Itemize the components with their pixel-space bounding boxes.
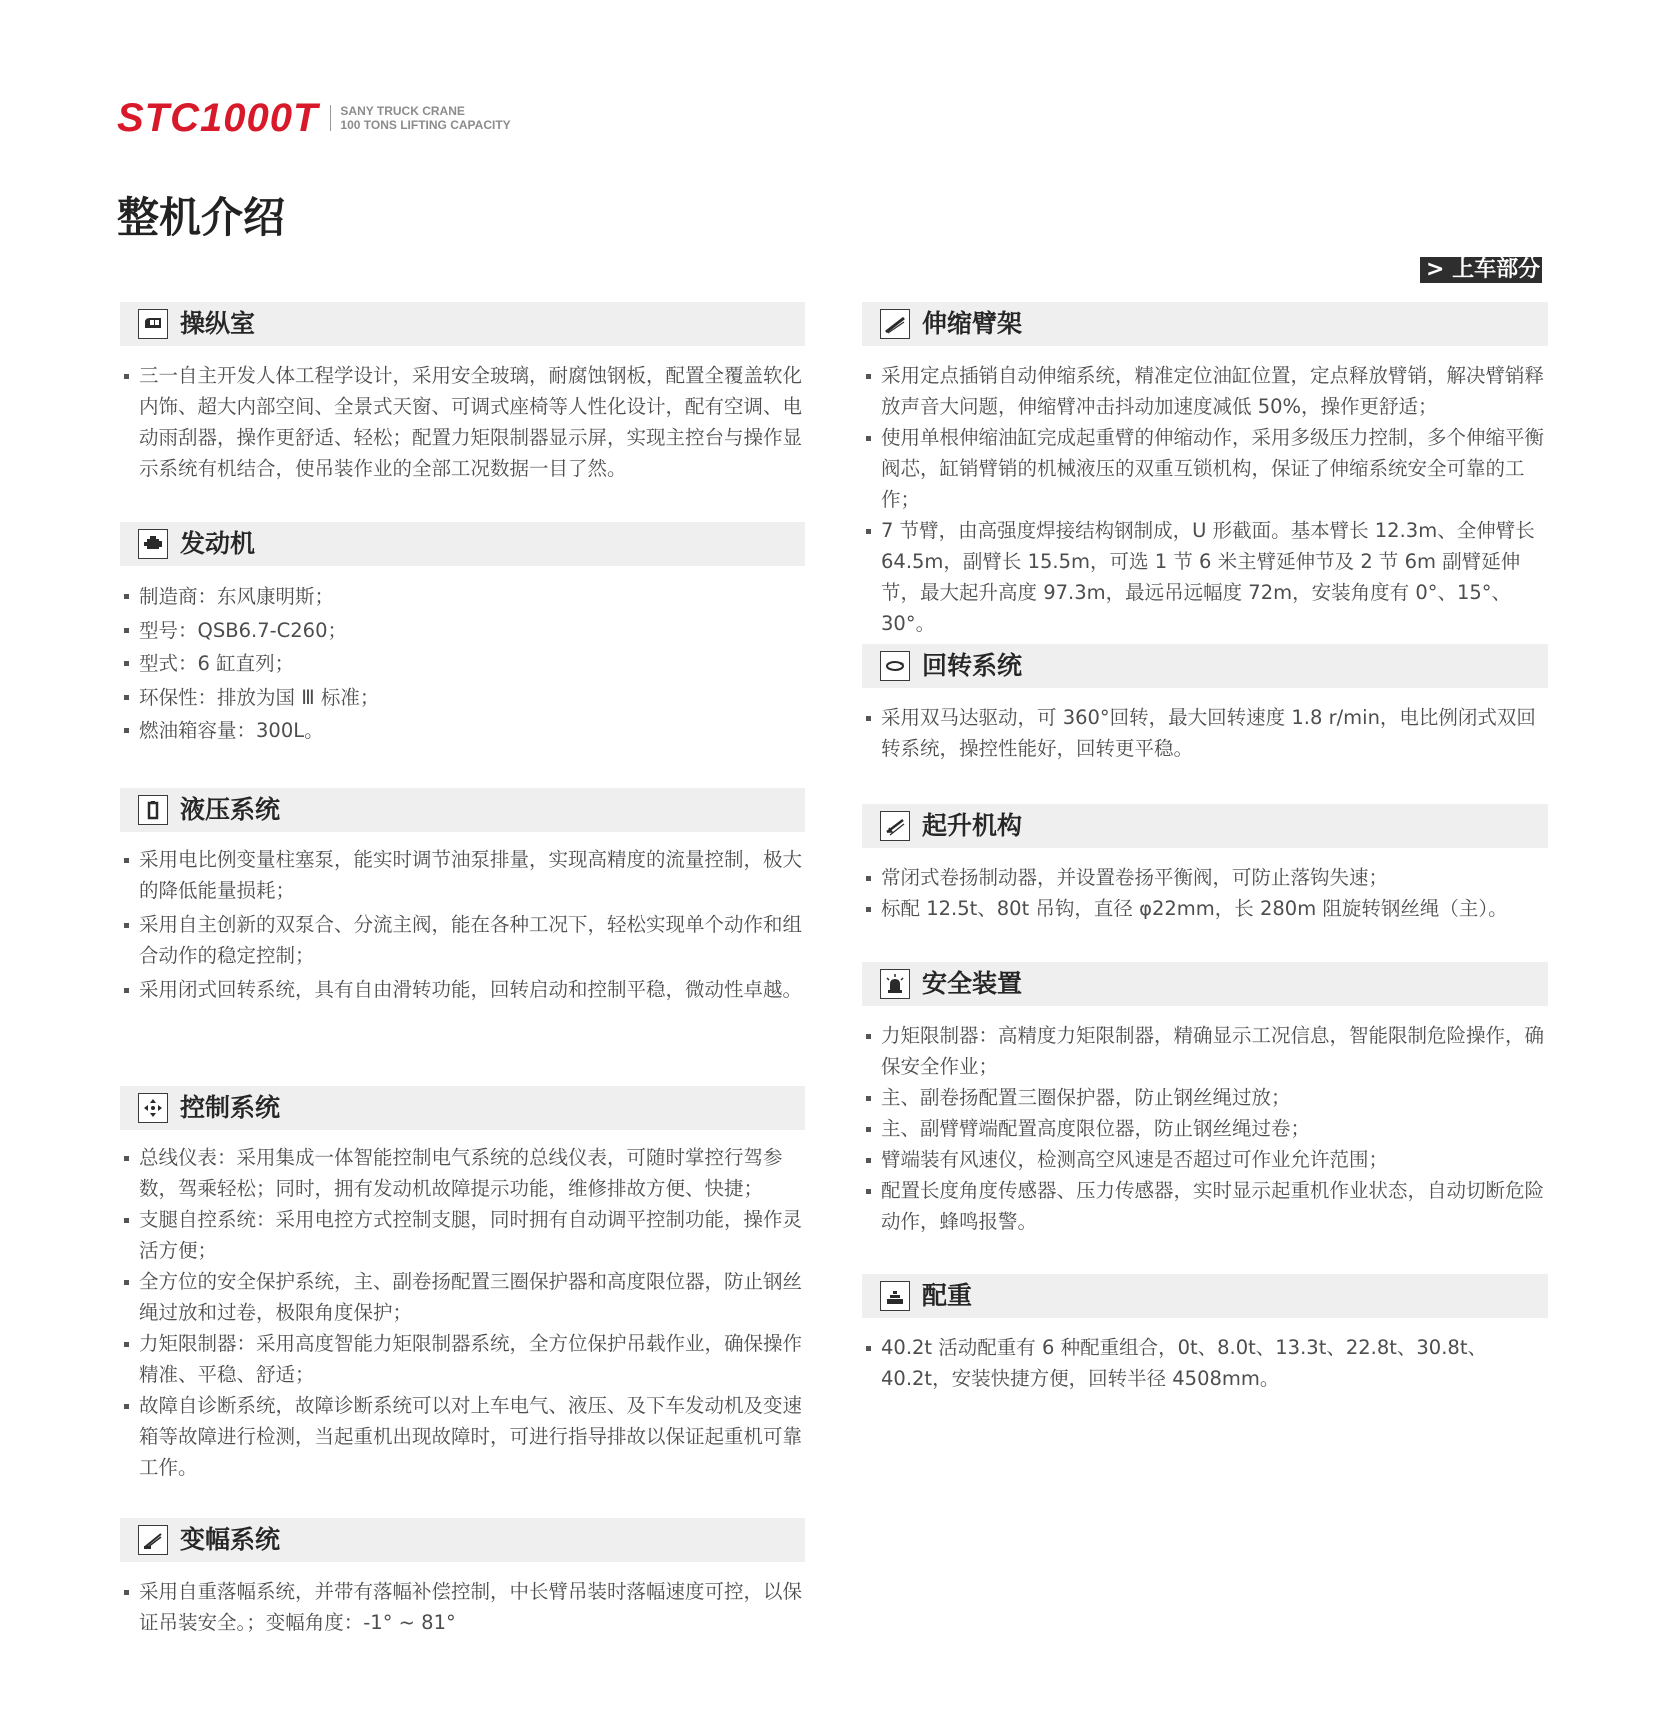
brand-subtitle [340, 104, 510, 132]
section-title: 配重 [922, 1281, 973, 1310]
page-title: 整机介绍 [117, 193, 286, 242]
list-item: 使用单根伸缩油缸完成起重臂的伸缩动作，采用多级压力控制，多个伸缩平衡阀芯，缸销臂销的机械液压的双重互锁机构，保证了伸缩系统安全可靠的工作； [862, 422, 1548, 515]
list-item: 采用自重落幅系统，并带有落幅补偿控制，中长臂吊装时落幅速度可控，以保证吊装安全。；变幅角度：-1° ~ 81° [120, 1576, 805, 1638]
list-item: 环保性：排放为国 Ⅲ 标准； [120, 681, 805, 715]
item-list [862, 1020, 1548, 1237]
section-cab [120, 302, 805, 484]
item-list [120, 1576, 805, 1638]
list-item: 7 节臂，由高强度焊接结构钢制成，U 形截面。基本臂长 12.3m、全伸臂长 64.5m，副臂长 15.5m，可选 1 节 6 米主臂延伸节及 2 节 6m 副臂延伸节，最大起升高度 97.3m，最远吊远幅度 72m，安装角度有 0°、15°、30°。 [862, 515, 1548, 639]
section-tag: > 上车部分 [1420, 257, 1542, 283]
section-title: 伸缩臂架 [922, 309, 1023, 338]
list-item: 采用电比例变量柱塞泵，能实时调节油泵排量，实现高精度的流量控制，极大的降低能量损耗； [120, 844, 805, 906]
section-header [120, 1086, 805, 1130]
list-item: 配置长度角度传感器、压力传感器，实时显示起重机作业状态，自动切断危险动作，蜂鸣报警。 [862, 1175, 1548, 1237]
section-title: 液压系统 [180, 795, 281, 824]
section-header [862, 1274, 1548, 1318]
list-item: 型式：6 缸直列； [120, 647, 805, 681]
section-header [120, 1518, 805, 1562]
item-list [862, 702, 1548, 764]
item-list [862, 862, 1548, 924]
cab-icon [138, 309, 168, 339]
section-safety [862, 962, 1548, 1237]
section-title: 起升机构 [922, 811, 1023, 840]
list-item: 采用自主创新的双泵合、分流主阀，能在各种工况下，轻松实现单个动作和组合动作的稳定控制； [120, 909, 805, 971]
section-engine [120, 522, 805, 748]
item-list [862, 1332, 1548, 1394]
brand-header [117, 98, 511, 138]
telescopic-boom-icon [880, 309, 910, 339]
safety-icon [880, 969, 910, 999]
counterweight-icon [880, 1281, 910, 1311]
brand-subtitle-line2: 100 TONS LIFTING CAPACITY [340, 118, 511, 132]
list-item: 采用双马达驱动，可 360°回转，最大回转速度 1.8 r/min，电比例闭式双回转系统，操控性能好，回转更平稳。 [862, 702, 1548, 764]
section-luffing [120, 1518, 805, 1638]
section-title: 发动机 [180, 529, 256, 558]
list-item: 制造商：东风康明斯； [120, 580, 805, 614]
section-header [862, 962, 1548, 1006]
section-title: 回转系统 [922, 651, 1023, 680]
section-title: 操纵室 [180, 309, 256, 338]
section-header [862, 302, 1548, 346]
section-telescopic-boom [862, 302, 1548, 639]
model-logo: STC1000T [117, 96, 319, 140]
list-item: 40.2t 活动配重有 6 种配重组合，0t、8.0t、13.3t、22.8t、30.8t、40.2t，安装快捷方便，回转半径 4508mm。 [862, 1332, 1548, 1394]
list-item: 采用定点插销自动伸缩系统，精准定位油缸位置，定点释放臂销，解决臂销释放声音大问题，伸缩臂冲击抖动加速度减低 50%，操作更舒适； [862, 360, 1548, 422]
list-item: 燃油箱容量：300L。 [120, 714, 805, 748]
list-item: 总线仪表：采用集成一体智能控制电气系统的总线仪表，可随时掌控行驾参数，驾乘轻松；同时，拥有发动机故障提示功能，维修排故方便、快捷； [120, 1142, 805, 1204]
list-item: 主、副卷扬配置三圈保护器，防止钢丝绳过放； [862, 1082, 1548, 1113]
list-item: 全方位的安全保护系统，主、副卷扬配置三圈保护器和高度限位器，防止钢丝绳过放和过卷，极限角度保护； [120, 1266, 805, 1328]
section-title: 变幅系统 [180, 1525, 281, 1554]
item-list [120, 844, 805, 1005]
section-title: 控制系统 [180, 1093, 281, 1122]
section-hydraulic [120, 788, 805, 1005]
section-hoist [862, 804, 1548, 924]
list-item: 臂端装有风速仪，检测高空风速是否超过可作业允许范围； [862, 1144, 1548, 1175]
slewing-icon [880, 651, 910, 681]
brand-subtitle-line1: SANY TRUCK CRANE [340, 104, 465, 118]
list-item: 型号：QSB6.7-C260； [120, 614, 805, 648]
luffing-icon [138, 1525, 168, 1555]
hoist-icon [880, 811, 910, 841]
list-item: 采用闭式回转系统，具有自由滑转功能，回转启动和控制平稳，微动性卓越。 [120, 974, 805, 1005]
section-header [120, 302, 805, 346]
item-list [120, 1142, 805, 1483]
engine-icon [138, 529, 168, 559]
section-counterweight [862, 1274, 1548, 1394]
section-title: 安全装置 [922, 969, 1023, 998]
section-control [120, 1086, 805, 1483]
list-item: 支腿自控系统：采用电控方式控制支腿，同时拥有自动调平控制功能，操作灵活方便； [120, 1204, 805, 1266]
hydraulic-icon [138, 795, 168, 825]
item-list [120, 580, 805, 748]
section-header [862, 804, 1548, 848]
list-item: 标配 12.5t、80t 吊钩，直径 φ22mm，长 280m 阻旋转钢丝绳（主）。 [862, 893, 1548, 924]
section-header [120, 522, 805, 566]
list-item: 常闭式卷扬制动器，并设置卷扬平衡阀，可防止落钩失速； [862, 862, 1548, 893]
list-item: 故障自诊断系统，故障诊断系统可以对上车电气、液压、及下车发动机及变速箱等故障进行检测，当起重机出现故障时，可进行指导排故以保证起重机可靠工作。 [120, 1390, 805, 1483]
section-header [120, 788, 805, 832]
brand-divider [330, 105, 331, 131]
list-item: 三一自主开发人体工程学设计，采用安全玻璃，耐腐蚀钢板，配置全覆盖软化内饰、超大内部空间、全景式天窗、可调式座椅等人性化设计，配有空调、电动雨刮器，操作更舒适、轻松；配置力矩限制器显示屏，实现主控台与操作显示系统有机结合，使吊装作业的全部工况数据一目了然。 [120, 360, 805, 484]
list-item: 主、副臂臂端配置高度限位器，防止钢丝绳过卷； [862, 1113, 1548, 1144]
control-icon [138, 1093, 168, 1123]
item-list [120, 360, 805, 484]
section-slewing [862, 644, 1548, 764]
item-list [862, 360, 1548, 639]
list-item: 力矩限制器：采用高度智能力矩限制器系统，全方位保护吊载作业，确保操作精准、平稳、舒适； [120, 1328, 805, 1390]
section-header [862, 644, 1548, 688]
list-item: 力矩限制器：高精度力矩限制器，精确显示工况信息，智能限制危险操作，确保安全作业； [862, 1020, 1548, 1082]
